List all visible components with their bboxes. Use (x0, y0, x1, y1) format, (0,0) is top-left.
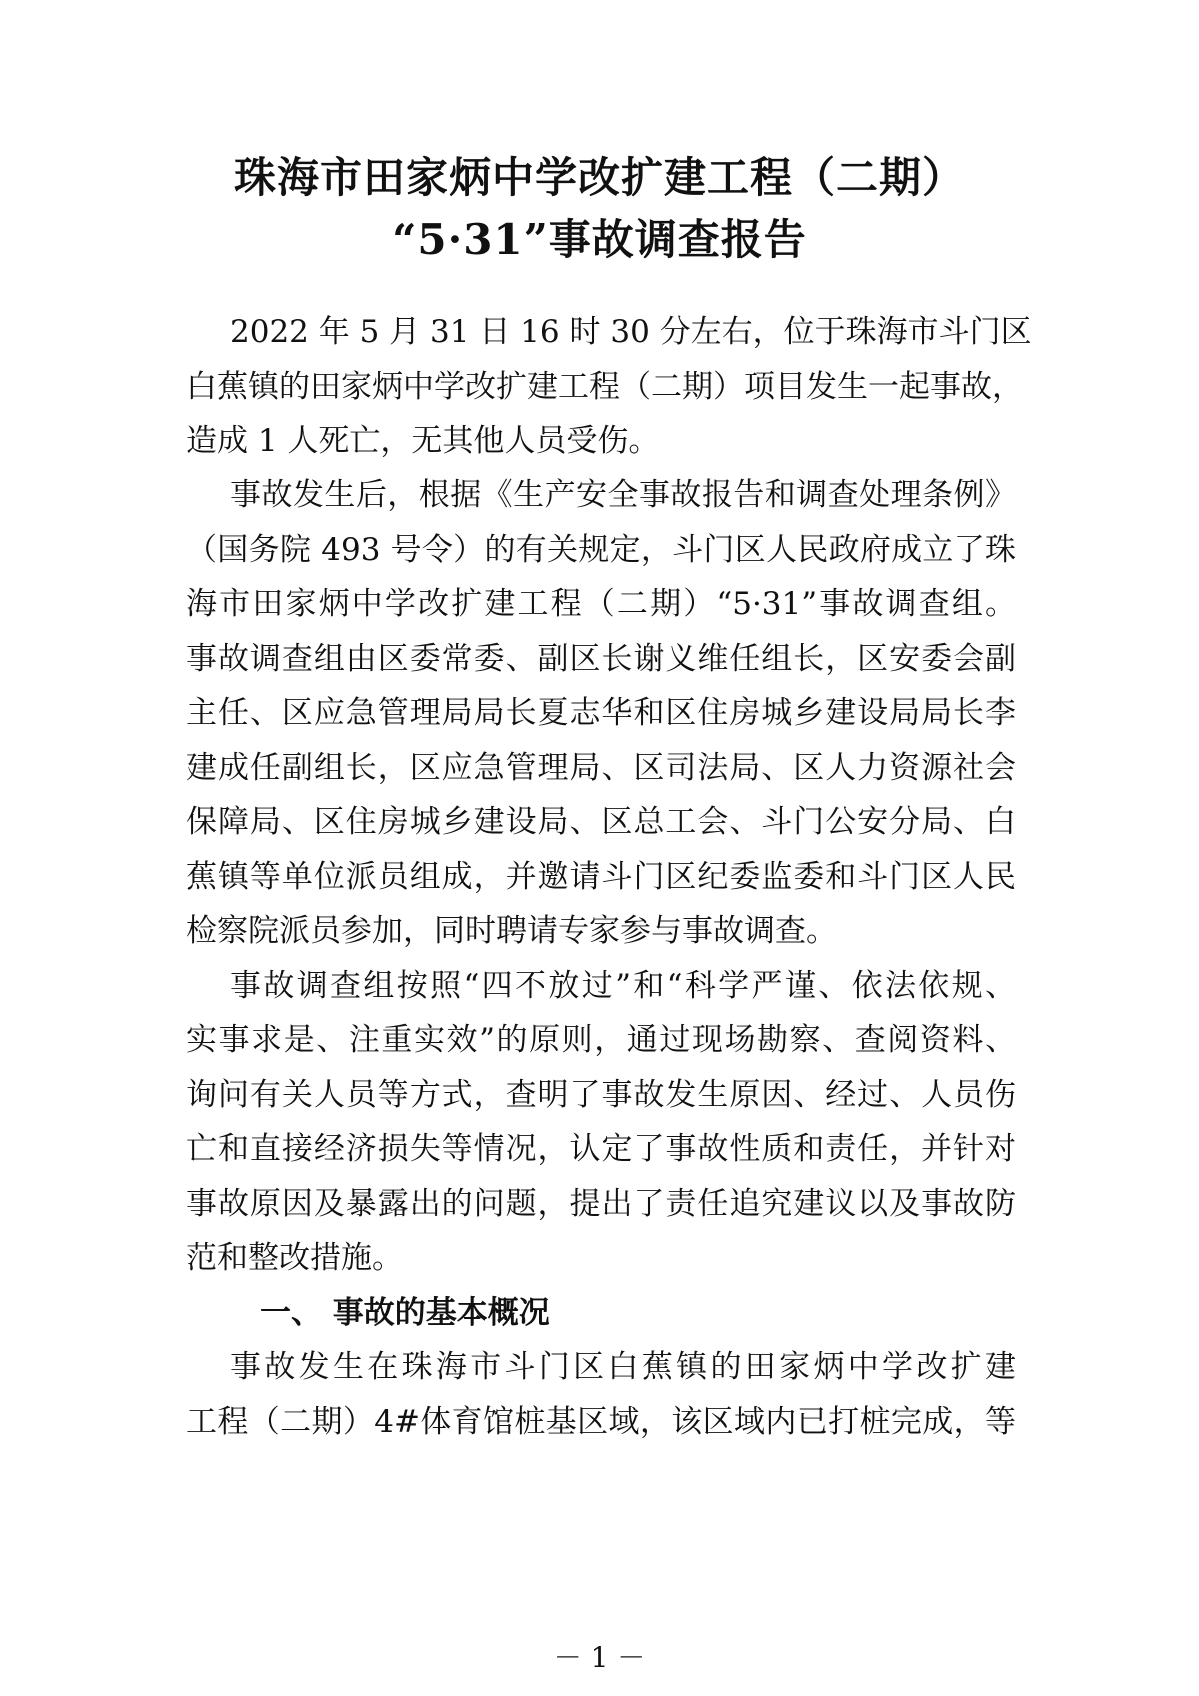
text-line: 2022 年 5 月 31 日 16 时 30 分左右，位于珠海市斗门区 (230, 314, 1032, 350)
report-title-line-2: “5·31”事故调查报告 (392, 215, 807, 264)
section-heading: 一、 事故的基本概况 (260, 1295, 550, 1331)
text-line: 事故调查组由区委常委、副区长谢义维任组长，区安委会副 (186, 641, 1016, 677)
text-line: 蕉镇等单位派员组成，并邀请斗门区纪委监委和斗门区人民 (186, 859, 1016, 895)
text-line: 事故发生在珠海市斗门区白蕉镇的田家炳中学改扩建 (230, 1349, 1016, 1385)
text-line: 事故发生后，根据《生产安全事故报告和调查处理条例》 (230, 477, 1016, 513)
text-line: 询问有关人员等方式，查明了事故发生原因、经过、人员伤 (186, 1077, 1016, 1113)
text-line: 造成 1 人死亡，无其他人员受伤。 (186, 423, 660, 459)
text-line: 保障局、区住房城乡建设局、区总工会、斗门公安分局、白 (186, 804, 1016, 840)
text-line: 事故调查组按照“四不放过”和“科学严谨、依法依规、 (230, 968, 1016, 1004)
text-line: 实事求是、注重实效”的原则，通过现场勘察、查阅资料、 (186, 1022, 1016, 1058)
report-title-line-1: 珠海市田家炳中学改扩建工程（二期） (233, 153, 965, 202)
text-line: 白蕉镇的田家炳中学改扩建工程（二期）项目发生一起事故， (186, 369, 1023, 405)
text-line: 主任、区应急管理局局长夏志华和区住房城乡建设局局长李 (186, 695, 1016, 731)
text-line: 建成任副组长，区应急管理局、区司法局、区人力资源社会 (186, 750, 1016, 786)
text-line: 事故原因及暴露出的问题，提出了责任追究建议以及事故防 (186, 1186, 1016, 1222)
text-line: 亡和直接经济损失等情况，认定了事故性质和责任，并针对 (186, 1131, 1016, 1167)
text-line: 海市田家炳中学改扩建工程（二期）“5·31”事故调查组。 (186, 586, 1016, 622)
page-number: － 1 － (553, 1641, 646, 1674)
text-line: 范和整改措施。 (186, 1240, 403, 1276)
text-line: 工程（二期）4#体育馆桩基区域，该区域内已打桩完成，等 (186, 1404, 1016, 1440)
text-line: （国务院 493 号令）的有关规定，斗门区人民政府成立了珠 (186, 532, 1016, 568)
text-line: 检察院派员参加，同时聘请专家参与事故调查。 (186, 913, 837, 949)
